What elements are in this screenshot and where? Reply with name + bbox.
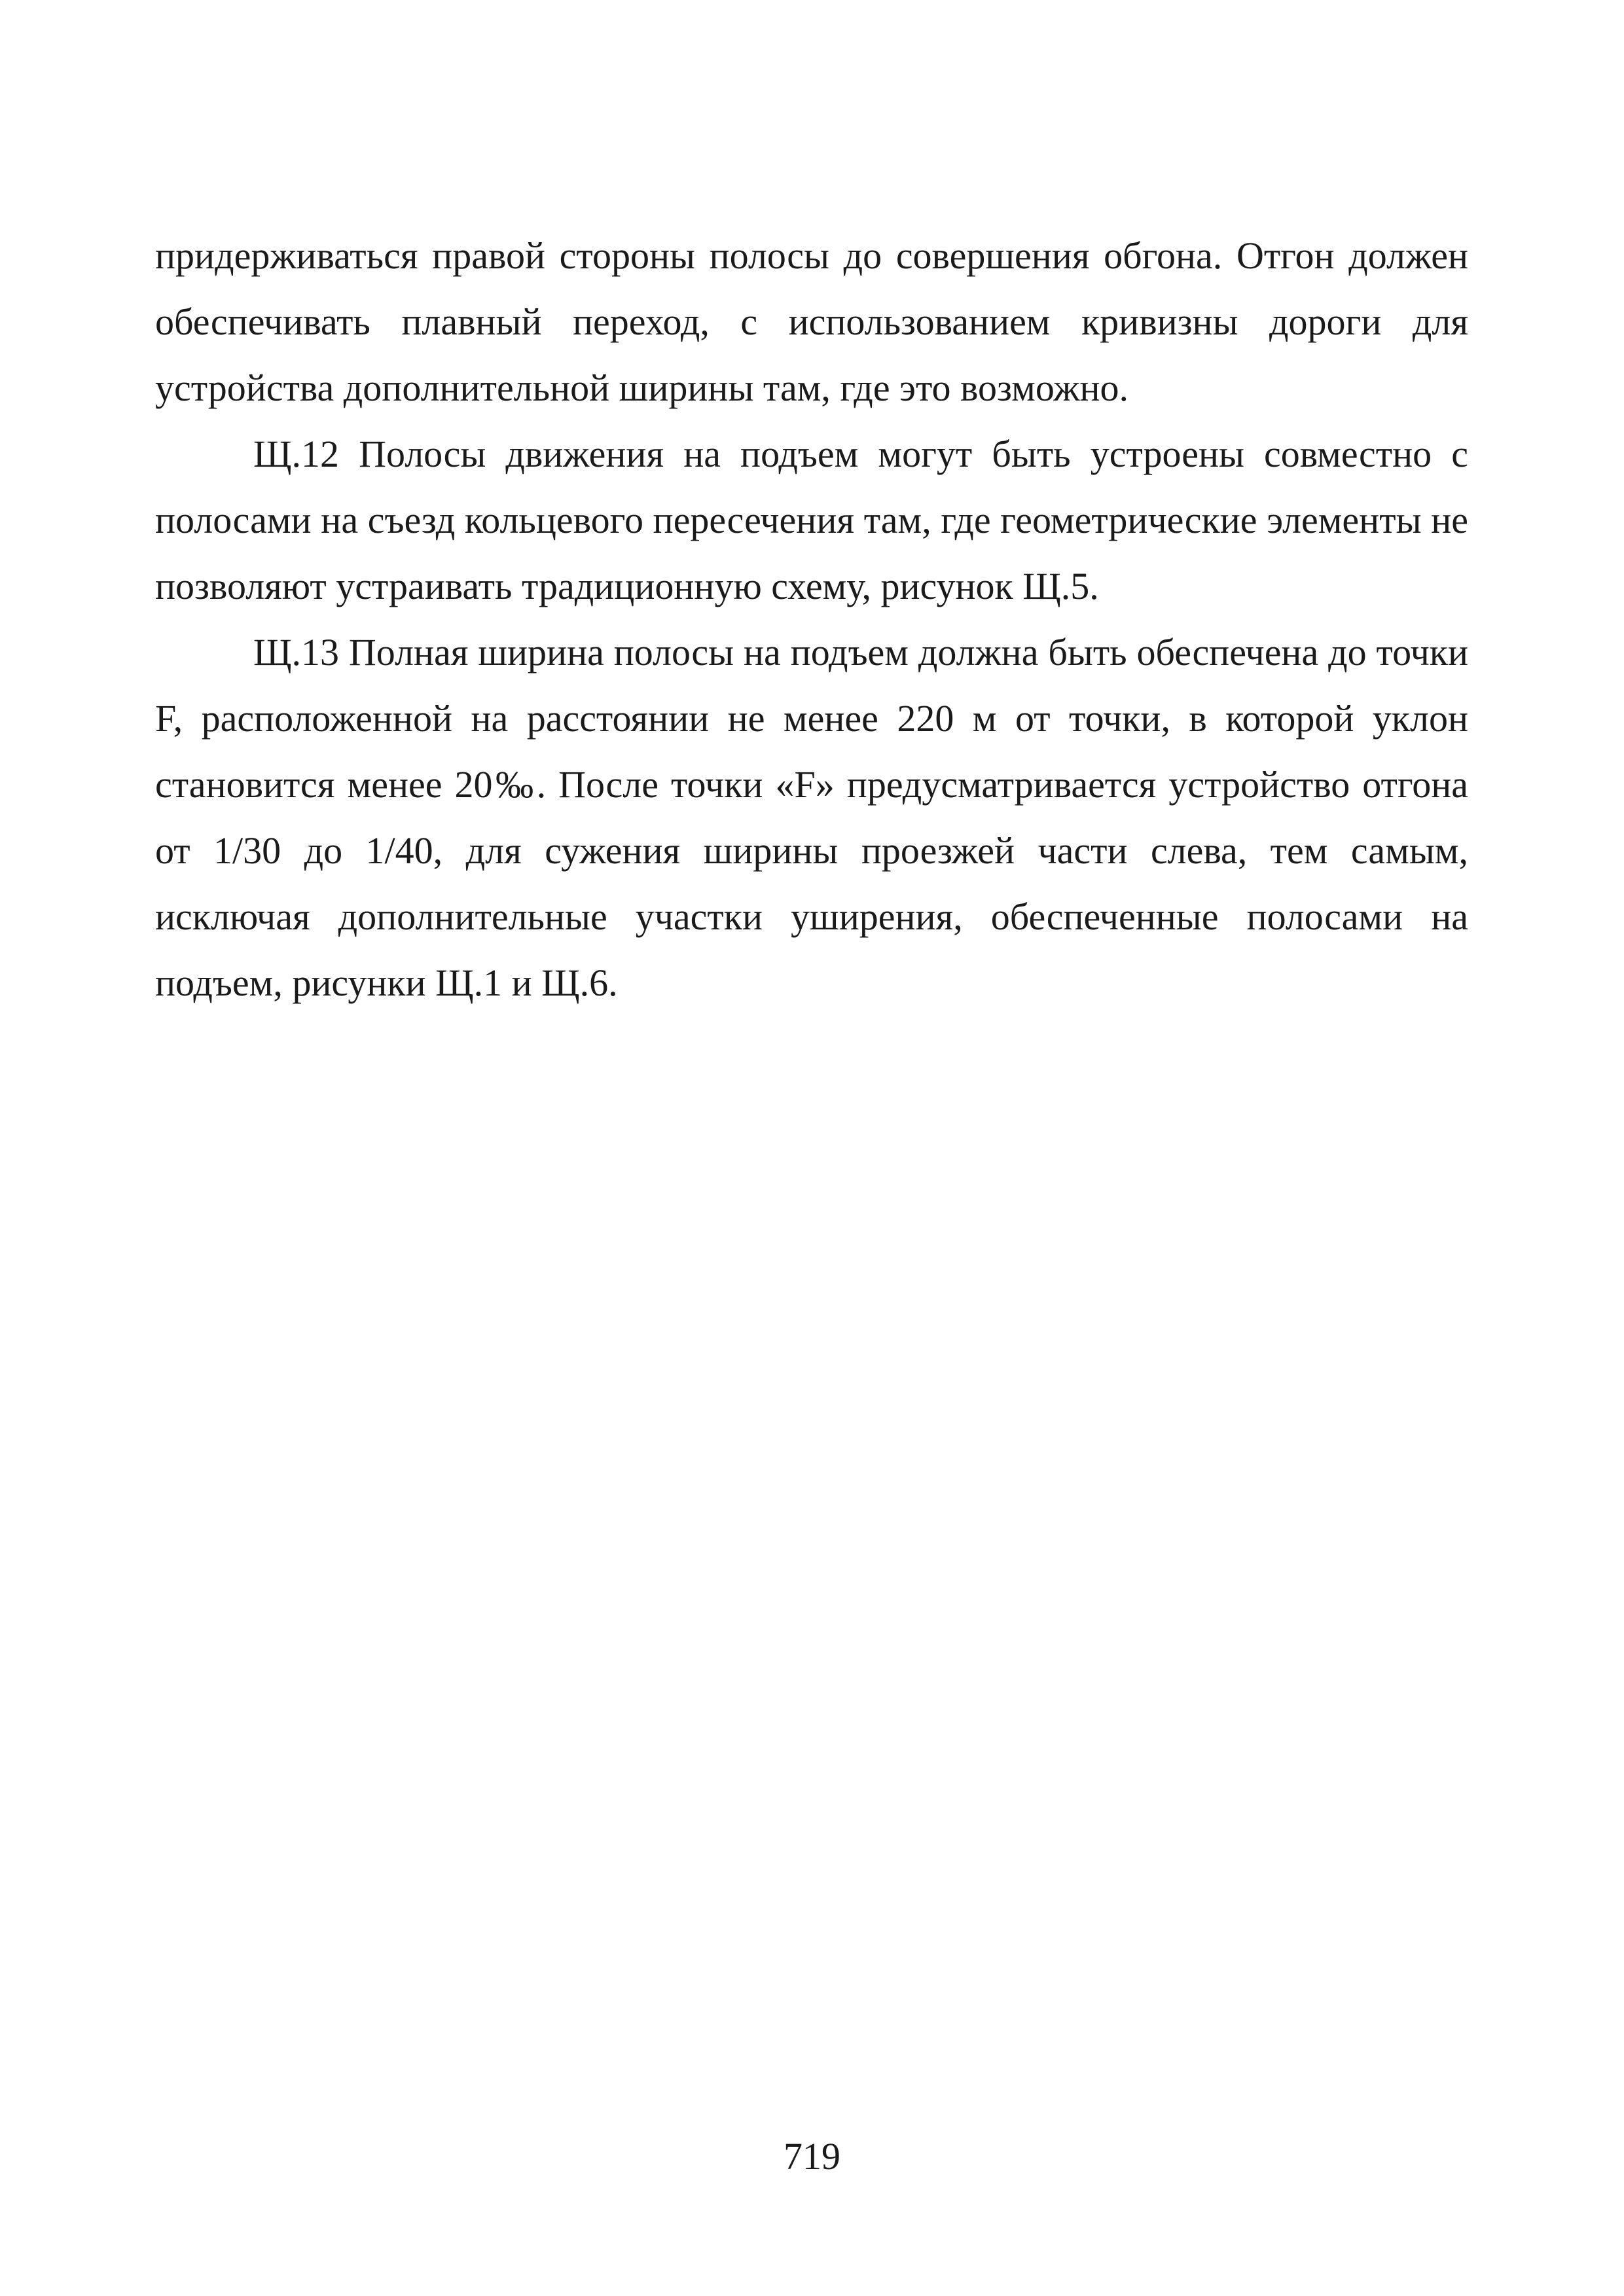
paragraph-shch12: Щ.12 Полосы движения на подъем могут быть устроены совместно с полосами на съезд кольцевого пересечения там, где геометрические элементы не позволяют устраивать традиционную схему, рисунок Щ.5. [155,433,1468,607]
page-number: 719 [784,2135,840,2178]
body-text [155,223,1468,1016]
paragraph-continuation: придерживаться правой стороны полосы до совершения обгона. Отгон должен обеспечивать плавный переход, с использованием кривизны дороги для устройства дополнительной ширины там, где это возможно. [155,234,1468,409]
paragraph-shch13: Щ.13 Полная ширина полосы на подъем должна быть обеспечена до точки F, расположенной на расстоянии не менее 220 м от точки, в которой уклон становится менее 20‰. После точки «F» предусматривается устройство отгона от 1/30 до 1/40, для сужения ширины проезжей части слева, тем самым, исключая дополнительные участки уширения, обеспеченные полосами на подъем, рисунки Щ.1 и Щ.6. [155,631,1468,1004]
